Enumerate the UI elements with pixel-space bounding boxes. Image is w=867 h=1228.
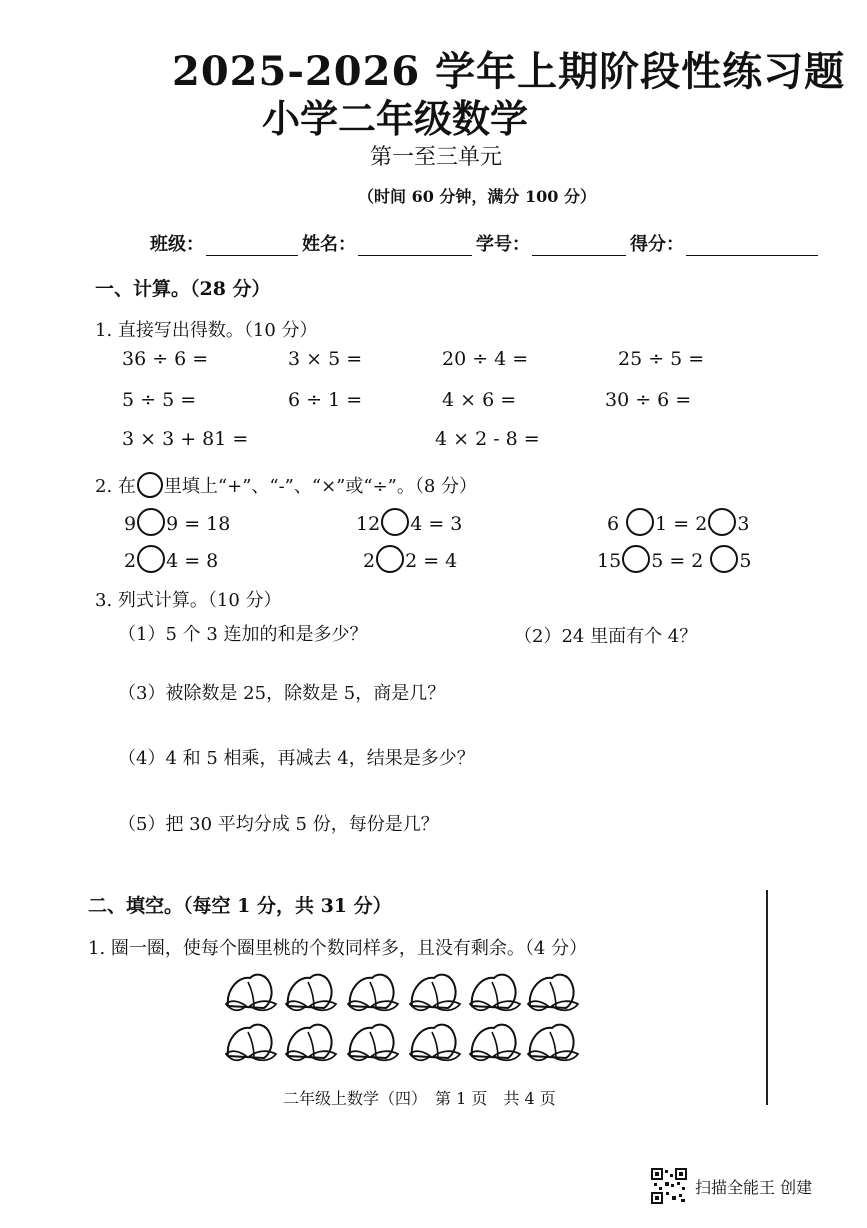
watermark-text: 扫描全能王 创建 [695,1177,813,1197]
name-label: 姓名： [302,234,356,255]
peach-icon [470,1025,520,1061]
peach-grid[interactable] [224,970,594,1070]
score-label: 得分： [630,234,684,255]
q2-title: 2. 在 里填上“+”、“-”、“×”或“÷”。（8 分） [95,472,477,498]
answer-circle[interactable] [376,545,404,573]
calc-item: 6 ÷ 1 = [288,389,363,411]
operator-item: 12 4 = 3 [356,508,462,536]
peach-icon [410,1025,460,1061]
scanner-watermark [651,1168,812,1204]
answer-circle[interactable] [137,545,165,573]
section2-title: 二、填空。（每空 1 分，共 31 分） [88,895,392,917]
peach-icon [348,1025,398,1061]
section1-title: 一、计算。（28 分） [95,278,271,300]
id-label: 学号： [476,234,530,255]
word-problem: （4）4 和 5 相乘，再减去 4，结果是多少？ [118,748,475,769]
calc-item: 3 × 5 = [288,348,363,370]
peach-icon [226,1025,276,1061]
peach-icon [348,975,398,1011]
word-problem: （3）被除数是 25，除数是 5，商是几？ [118,683,446,704]
student-info-row [150,230,822,256]
id-blank[interactable] [532,235,626,256]
word-problem: （2）24 里面有个 4？ [514,626,698,647]
q1-title: 1. 直接写出得数。（10 分） [95,320,318,341]
qr-code-icon [651,1168,687,1204]
calc-item: 5 ÷ 5 = [122,389,197,411]
name-blank[interactable] [358,235,472,256]
answer-circle[interactable] [710,545,738,573]
peach-icon [470,975,520,1011]
calc-item: 36 ÷ 6 = [122,348,209,370]
time-info: （时间 60 分钟，满分 100 分） [358,187,596,206]
answer-circle-icon [137,472,163,498]
calc-item: 4 × 2 - 8 = [435,428,540,450]
section2-q1-title: 1. 圈一圈，使每个圈里桃的个数同样多，且没有剩余。（4 分） [88,938,588,959]
answer-circle[interactable] [137,508,165,536]
calc-item: 3 × 3 + 81 = [122,428,249,450]
answer-circle[interactable] [626,508,654,536]
score-blank[interactable] [686,235,818,256]
calc-item: 30 ÷ 6 = [605,389,692,411]
calc-item: 20 ÷ 4 = [442,348,529,370]
word-problem: （5）把 30 平均分成 5 份，每份是几？ [118,814,439,835]
operator-item: 2 2 = 4 [363,545,457,573]
operator-item: 6 1 = 2 3 [607,508,749,536]
peach-icon [410,975,460,1011]
peach-icon [286,1025,336,1061]
exam-title: 2025-2026 学年上期阶段性练习题 [172,48,846,95]
word-problem: （1）5 个 3 连加的和是多少？ [118,624,368,645]
calc-item: 4 × 6 = [442,389,517,411]
page-footer: 二年级上数学（四） 第 1 页 共 4 页 [283,1089,556,1108]
answer-circle[interactable] [708,508,736,536]
operator-item: 15 5 = 2 5 [597,545,752,573]
answer-circle[interactable] [622,545,650,573]
answer-circle[interactable] [381,508,409,536]
operator-item: 2 4 = 8 [124,545,218,573]
unit-range: 第一至三单元 [370,145,503,170]
class-label: 班级： [150,234,204,255]
margin-line [766,890,768,1105]
q3-title: 3. 列式计算。（10 分） [95,590,282,611]
class-blank[interactable] [206,235,298,256]
peach-icon [528,1025,578,1061]
exam-subtitle: 小学二年级数学 [262,96,529,141]
peach-icon [286,975,336,1011]
peach-icon [528,975,578,1011]
calc-item: 25 ÷ 5 = [618,348,705,370]
peach-icon [226,975,276,1011]
operator-item: 9 9 = 18 [124,508,230,536]
